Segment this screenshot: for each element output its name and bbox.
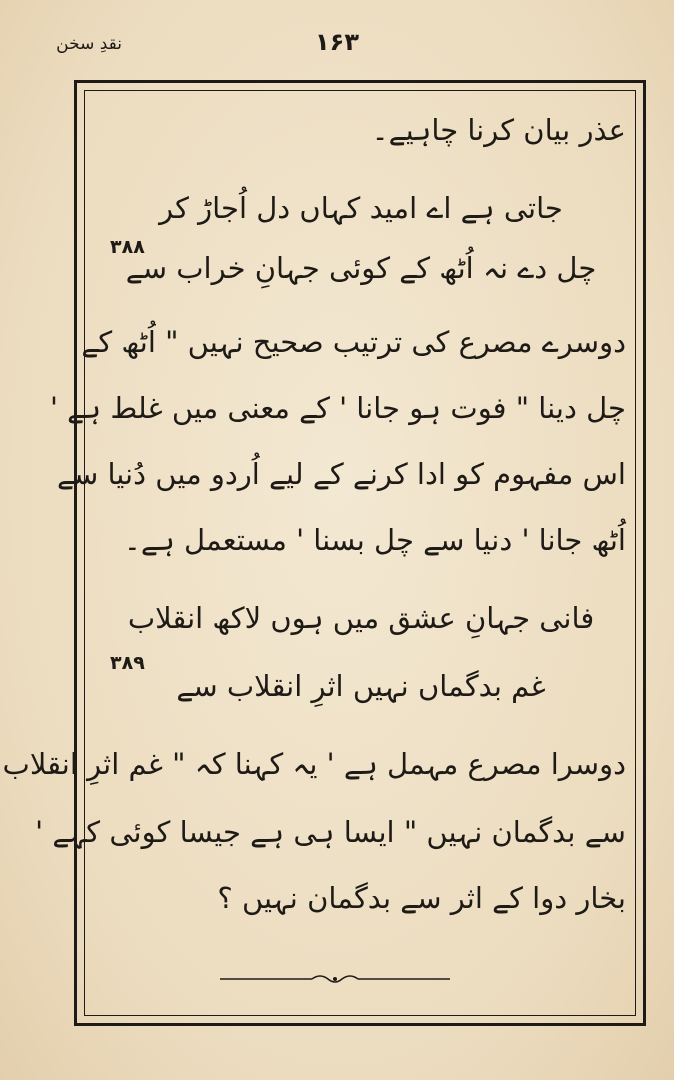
text-line: اس مفہوم کو ادا کرنے کے لیے اُردو میں دُنیا سے: [56, 457, 626, 491]
text-line: اُٹھ جانا ' دنیا سے چل بسنا ' مستعمل ہے۔: [123, 523, 626, 557]
verse-line: غم بدگماں نہیں اثرِ انقلاب سے: [176, 669, 546, 703]
text-line: بخار دوا کے اثر سے بدگمان نہیں ؟: [217, 881, 626, 915]
verse-reference-number: ۳۸۹: [110, 652, 145, 674]
end-ornament: [220, 973, 450, 985]
text-line: عذر بیان کرنا چاہیے۔: [371, 113, 626, 147]
verse-line: جاتی ہے اے امید کہاں دل اُجاڑ کر: [159, 191, 563, 225]
text-line: دوسرے مصرع کی ترتیب صحیح نہیں " اُٹھ کے: [81, 325, 626, 359]
verse-reference-number: ۳۸۸: [110, 236, 145, 258]
page-number: ۱۶۳: [315, 28, 359, 56]
text-line: سے بدگمان نہیں " ایسا ہی ہے جیسا کوئی کہے ': [35, 815, 626, 849]
text-line: چل دینا " فوت ہو جانا ' کے معنی میں غلط ہے ': [49, 391, 626, 425]
text-line: دوسرا مصرع مہمل ہے ' یہ کہنا کہ " غم اثرِ انقلاب: [2, 747, 626, 781]
verse-line: چل دے نہ اُٹھ کے کوئی جہانِ خراب سے: [125, 251, 597, 285]
running-head: نقدِ سخن: [56, 34, 122, 54]
verse-line: فانی جہانِ عشق میں ہوں لاکھ انقلاب: [127, 601, 595, 635]
